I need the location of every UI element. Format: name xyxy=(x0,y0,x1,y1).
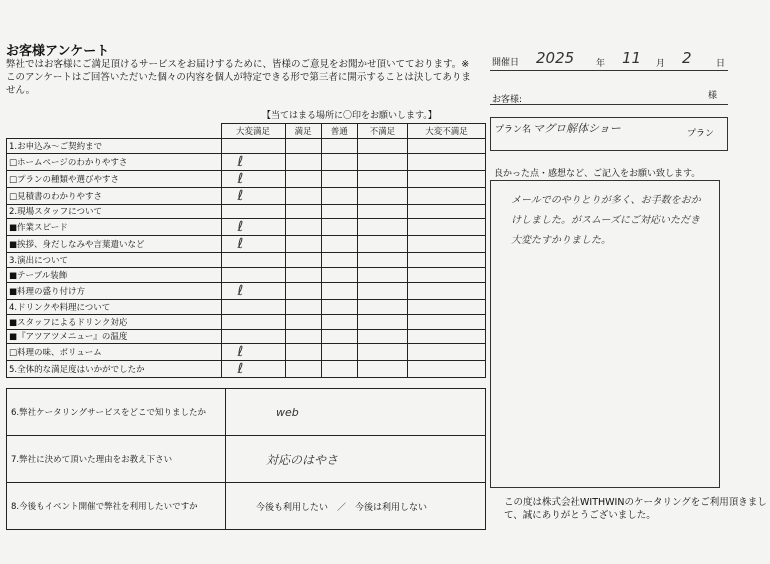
rating-cell[interactable] xyxy=(321,219,357,236)
rating-cell[interactable] xyxy=(285,253,321,268)
rating-cell[interactable] xyxy=(221,253,285,268)
rating-cell[interactable] xyxy=(221,219,285,236)
rating-cell[interactable] xyxy=(357,138,407,153)
rating-cell[interactable] xyxy=(357,153,407,170)
table-row xyxy=(7,314,486,329)
handwritten-mark: ℓ xyxy=(237,361,244,378)
rating-cell[interactable] xyxy=(321,138,357,153)
rating-cell[interactable] xyxy=(321,153,357,170)
rating-cell[interactable] xyxy=(321,344,357,361)
rating-cell[interactable] xyxy=(357,314,407,329)
rating-cell[interactable] xyxy=(221,282,285,299)
column-header: 不満足 xyxy=(357,124,407,139)
rating-cell[interactable] xyxy=(407,344,485,361)
handwritten-mark: ℓ xyxy=(237,170,244,187)
rating-cell[interactable] xyxy=(221,153,285,170)
table-row xyxy=(7,138,486,153)
table-row xyxy=(7,361,486,378)
plan-label: プラン名 xyxy=(495,125,532,135)
table-row xyxy=(7,483,486,530)
customer-label: お客様: xyxy=(492,95,523,105)
rating-cell[interactable] xyxy=(357,344,407,361)
rating-cell[interactable] xyxy=(221,138,285,153)
table-row xyxy=(7,253,486,268)
item-label: □料理の味、ボリューム xyxy=(7,344,222,361)
item-label: ■料理の盛り付け方 xyxy=(7,282,222,299)
satisfaction-table xyxy=(6,123,486,378)
comment-box xyxy=(490,180,720,488)
rating-cell[interactable] xyxy=(321,236,357,253)
rating-cell[interactable] xyxy=(321,329,357,344)
rating-cell[interactable] xyxy=(221,187,285,204)
rating-cell[interactable] xyxy=(321,204,357,219)
section-label: 1.お申込み～ご契約まで xyxy=(7,138,222,153)
rating-cell[interactable] xyxy=(285,282,321,299)
table-row xyxy=(7,268,486,283)
rating-cell[interactable] xyxy=(285,187,321,204)
plan-box xyxy=(490,117,728,151)
plan-value: マグロ解体ショー xyxy=(533,122,621,135)
rating-cell[interactable] xyxy=(407,329,485,344)
rating-cell[interactable] xyxy=(285,204,321,219)
rating-cell[interactable] xyxy=(407,153,485,170)
comment-label: 良かった点・感想など、ご記入をお願い致します。 xyxy=(494,169,701,179)
table-row xyxy=(7,236,486,253)
rating-cell[interactable] xyxy=(407,236,485,253)
rating-cell[interactable] xyxy=(221,299,285,314)
rating-cell[interactable] xyxy=(321,282,357,299)
handwritten-mark: ℓ xyxy=(237,282,244,299)
rating-cell[interactable] xyxy=(357,268,407,283)
thanks-message: この度は株式会社WITHWINのケータリングをご利用頂きまして、誠にありがとうございました。 xyxy=(504,497,767,521)
header-blank xyxy=(7,124,222,139)
year-unit: 年 xyxy=(596,59,606,69)
table-row xyxy=(7,219,486,236)
column-header: 大変満足 xyxy=(221,124,285,139)
rating-cell[interactable] xyxy=(357,236,407,253)
item-label: ■作業スピード xyxy=(7,219,222,236)
table-row xyxy=(7,299,486,314)
rating-cell[interactable] xyxy=(285,344,321,361)
customer-suffix: 様 xyxy=(708,91,718,101)
section-label: 5.全体的な満足度はいかがでしたか xyxy=(7,361,222,378)
column-header: 大変不満足 xyxy=(407,124,485,139)
rating-cell[interactable] xyxy=(221,361,285,378)
intro-text: 弊社ではお客様にご満足頂けるサービスをお届けするために、皆様のご意見をお聞かせ頂いてております。※このアンケートはご回答いただいた個々の内容を個人が特定できる形で第三者に開示することは決してありません。 xyxy=(6,59,471,96)
rating-cell[interactable] xyxy=(407,138,485,153)
handwritten-mark: ℓ xyxy=(237,236,244,253)
rating-cell[interactable] xyxy=(285,314,321,329)
rating-cell[interactable] xyxy=(221,236,285,253)
rating-cell[interactable] xyxy=(321,361,357,378)
rating-cell[interactable] xyxy=(285,236,321,253)
date-year: 2025 xyxy=(536,49,575,67)
date-underline xyxy=(490,70,728,71)
section-label: 3.演出について xyxy=(7,253,222,268)
table-row xyxy=(7,204,486,219)
question-label: 6.弊社ケータリングサービスをどこで知りましたか xyxy=(7,389,226,436)
date-month: 11 xyxy=(622,49,642,67)
rating-cell[interactable] xyxy=(221,204,285,219)
date-label: 開催日 xyxy=(492,58,520,68)
table-row xyxy=(7,436,486,483)
rating-cell[interactable] xyxy=(357,299,407,314)
page-title: お客様アンケート xyxy=(6,44,110,59)
rating-cell[interactable] xyxy=(357,170,407,187)
question-table xyxy=(6,388,486,530)
rating-cell[interactable] xyxy=(321,253,357,268)
column-header: 満足 xyxy=(285,124,321,139)
comment-text: メールでのやりとりが多く、お手数をおかけしました。がスムーズにご対応いただき大変たすかりました。 xyxy=(511,195,701,246)
table-row xyxy=(7,187,486,204)
table-row xyxy=(7,170,486,187)
rating-cell[interactable] xyxy=(407,282,485,299)
rating-cell[interactable] xyxy=(321,314,357,329)
rating-cell[interactable] xyxy=(321,170,357,187)
question-label: 7.弊社に決めて頂いた理由をお教え下さい xyxy=(7,436,226,483)
handwritten-mark: ℓ xyxy=(237,344,244,361)
rating-cell[interactable] xyxy=(221,314,285,329)
handwritten-mark: ℓ xyxy=(237,153,244,170)
plan-suffix: プラン xyxy=(687,129,715,139)
day-unit: 日 xyxy=(716,59,726,69)
rating-cell[interactable] xyxy=(407,253,485,268)
rating-cell[interactable] xyxy=(285,361,321,378)
table-row xyxy=(7,344,486,361)
rating-cell[interactable] xyxy=(285,170,321,187)
rating-cell[interactable] xyxy=(357,253,407,268)
rating-cell[interactable] xyxy=(407,361,485,378)
section-label: 2.現場スタッフについて xyxy=(7,204,222,219)
date-day: 2 xyxy=(682,49,692,67)
rating-cell[interactable] xyxy=(357,219,407,236)
question-answer: 今後も利用したい ／ 今後は利用しない xyxy=(226,483,486,530)
rating-cell[interactable] xyxy=(321,299,357,314)
item-label: □ホームページのわかりやすさ xyxy=(7,153,222,170)
rating-cell[interactable] xyxy=(285,268,321,283)
rating-cell[interactable] xyxy=(357,204,407,219)
rating-cell[interactable] xyxy=(285,153,321,170)
section-label: 4.ドリンクや料理について xyxy=(7,299,222,314)
item-label: □見積書のわかりやすさ xyxy=(7,187,222,204)
rating-cell[interactable] xyxy=(285,138,321,153)
question-label: 8.今後もイベント開催で弊社を利用したいですか xyxy=(7,483,226,530)
rating-cell[interactable] xyxy=(407,170,485,187)
column-header: 普通 xyxy=(321,124,357,139)
handwritten-mark: ℓ xyxy=(237,219,244,236)
item-label: ■挨拶、身だしなみや言葉遣いなど xyxy=(7,236,222,253)
handwritten-mark: ℓ xyxy=(237,187,244,204)
rating-cell[interactable] xyxy=(407,219,485,236)
rating-cell[interactable] xyxy=(407,299,485,314)
rating-cell[interactable] xyxy=(285,299,321,314)
rating-cell[interactable] xyxy=(321,187,357,204)
item-label: ■スタッフによるドリンク対応 xyxy=(7,314,222,329)
table-row xyxy=(7,329,486,344)
rating-cell[interactable] xyxy=(221,344,285,361)
rating-cell[interactable] xyxy=(407,187,485,204)
rating-cell[interactable] xyxy=(357,329,407,344)
rating-cell[interactable] xyxy=(321,268,357,283)
table-row xyxy=(7,389,486,436)
table-row xyxy=(7,282,486,299)
rating-cell[interactable] xyxy=(221,170,285,187)
rating-cell[interactable] xyxy=(407,204,485,219)
item-label: ■テーブル装飾 xyxy=(7,268,222,283)
table-row xyxy=(7,153,486,170)
rating-cell[interactable] xyxy=(407,314,485,329)
question-answer: web xyxy=(226,389,486,436)
customer-underline xyxy=(490,104,728,105)
question-answer: 対応のはやさ xyxy=(226,436,486,483)
rating-cell[interactable] xyxy=(285,219,321,236)
instruction-note: 【当てはまる場所に〇印をお願いします。】 xyxy=(262,111,437,121)
rating-cell[interactable] xyxy=(285,329,321,344)
month-unit: 月 xyxy=(656,59,666,69)
rating-cell[interactable] xyxy=(221,268,285,283)
item-label: □プランの種類や選びやすさ xyxy=(7,170,222,187)
table-header-row xyxy=(7,124,486,139)
rating-cell[interactable] xyxy=(357,282,407,299)
rating-cell[interactable] xyxy=(407,268,485,283)
item-label: ■『アツアツメニュー』の温度 xyxy=(7,329,222,344)
rating-cell[interactable] xyxy=(357,187,407,204)
rating-cell[interactable] xyxy=(357,361,407,378)
rating-cell[interactable] xyxy=(221,329,285,344)
